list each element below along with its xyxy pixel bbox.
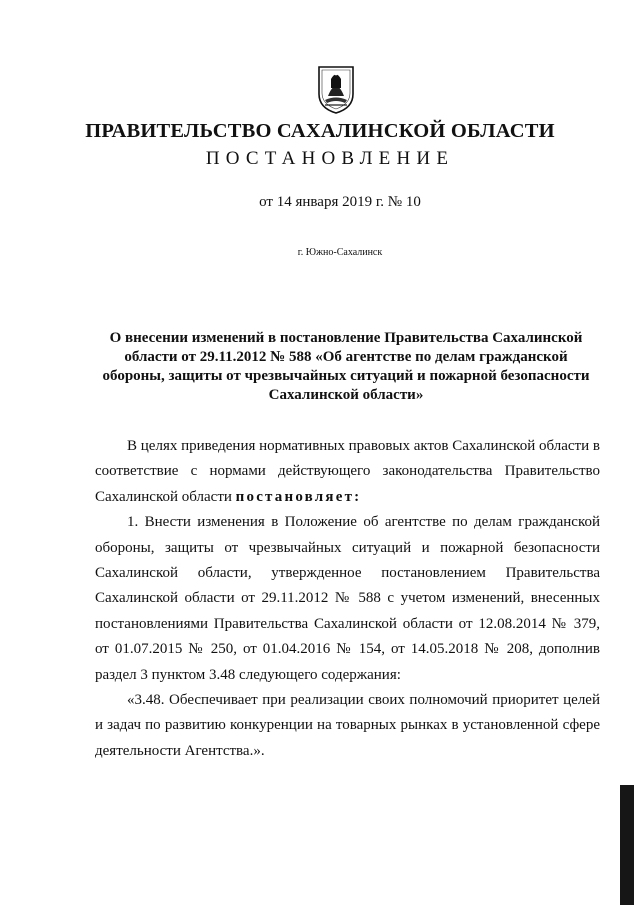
decree-body [95, 434, 600, 764]
coat-of-arms-icon [317, 64, 355, 114]
quote-paragraph: «3.48. Обеспечивает при реализации своих полномочий приоритет целей и задач по развитию конкуренции на товарных рынках в установленной сфере деятельности Агентства.». [95, 692, 600, 759]
decree-date-number: от 14 января 2019 г. № 10 [259, 194, 421, 210]
scan-edge-mark [620, 785, 634, 905]
intro-text: В целях приведения нормативных правовых актов Сахалинской области в соответствие с нормами действующего законодательства Правительство Сахалинской области [95, 438, 600, 505]
government-name: ПРАВИТЕЛЬСТВО САХАЛИНСКОЙ ОБЛАСТИ [85, 120, 555, 142]
city-name: г. Южно-Сахалинск [297, 247, 383, 258]
decides-word: постановляет: [235, 488, 362, 505]
document-type: ПОСТАНОВЛЕНИЕ [205, 148, 455, 169]
intro-paragraph [95, 434, 600, 510]
item-1-paragraph: 1. Внести изменения в Положение об агентстве по делам гражданской обороны, защиты от чрезвычайных ситуаций и пожарной безопасности Сахалинской области, утвержденное постановлением Правительства Сахалинской области от 29.11.2012 № 588 с учетом изменений, внесенных постановлениями Правительства Сахалинской области от 12.08.2014 № 379, от 01.07.2015 № 250, от 01.04.2016 № 154, от 14.05.2018 № 208, дополнив раздел 3 пунктом 3.48 следующего содержания: [95, 514, 600, 683]
decree-title: О внесении изменений в постановление Правительства Сахалинской области от 29.11.2012 № 588 «Об агентстве по делам гражданской обороны, защиты от чрезвычайных ситуаций и пожарной безопасности Сахалинской области» [102, 330, 590, 403]
